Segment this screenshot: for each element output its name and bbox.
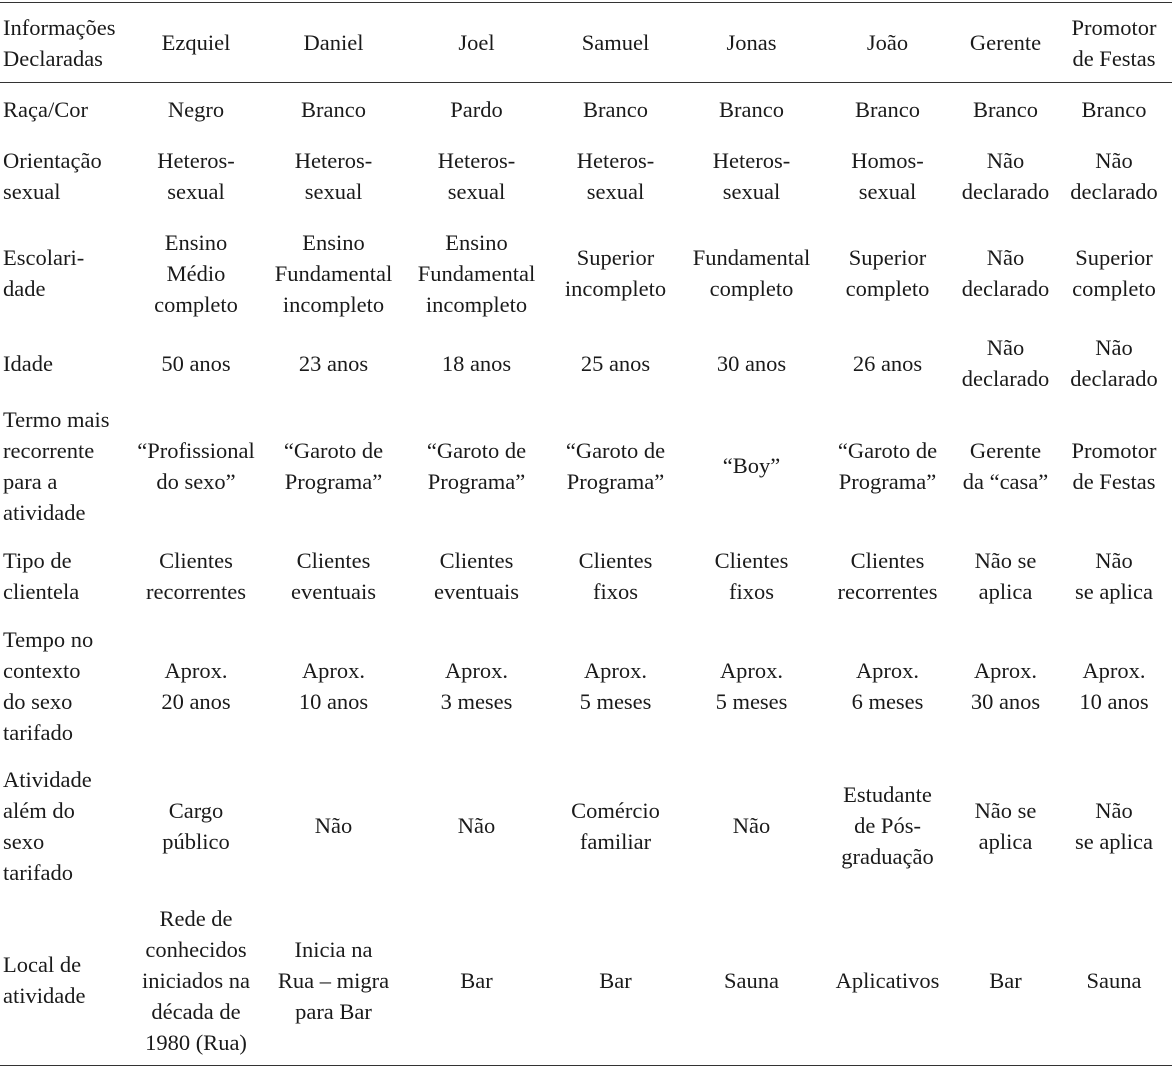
row-label: Orientação sexual	[3, 147, 102, 204]
table-cell: Clientes fixos	[714, 547, 789, 604]
table-cell: Não	[732, 813, 771, 838]
table-cell: “Garoto de Programa”	[565, 437, 666, 494]
table-cell: Não declarado	[1070, 147, 1158, 204]
table-cell: “Boy”	[722, 453, 781, 478]
table-cell: Clientes fixos	[578, 547, 653, 604]
table-cell: Bar	[460, 967, 493, 993]
table-cell: Superior incompleto	[564, 245, 667, 301]
header-row	[0, 3, 1172, 83]
table-cell: Inicia na Rua – migra para Bar	[277, 936, 390, 1024]
table-row	[0, 896, 1172, 1066]
header-cell: Jonas	[726, 30, 777, 55]
table-cell: Aprox. 3 meses	[440, 657, 513, 714]
table-cell: Superior completo	[845, 245, 930, 301]
table-cell: Bar	[989, 967, 1022, 993]
table-cell: Sauna	[724, 967, 779, 993]
table-cell: 26 anos	[852, 350, 923, 376]
header-cell: Samuel	[581, 30, 650, 55]
table-cell: “Profissional do sexo”	[137, 437, 255, 494]
table-cell: Heteros- sexual	[712, 147, 791, 204]
table-cell: Aprox. 20 anos	[161, 657, 231, 714]
table-cell: Não declarado	[961, 245, 1050, 301]
table-cell: Gerente da “casa”	[962, 437, 1049, 494]
table-cell: Ensino Médio completo	[154, 229, 238, 317]
table-cell: Negro	[167, 96, 225, 122]
table-row	[0, 331, 1172, 396]
table-cell: Clientes eventuais	[291, 547, 376, 604]
table-cell: Branco	[973, 96, 1038, 122]
row-label: Local de atividade	[3, 952, 86, 1009]
table-cell: Heteros- sexual	[294, 147, 373, 204]
row-label: Atividade além do sexo tarifado	[3, 766, 92, 885]
table-row	[0, 136, 1172, 216]
table-row	[0, 756, 1172, 896]
table-cell: Não	[457, 813, 496, 838]
table-cell: “Garoto de Programa”	[283, 437, 384, 494]
table-cell: Não declarado	[961, 147, 1050, 204]
table-cell: Heteros- sexual	[437, 147, 516, 204]
table-cell: Aplicativos	[835, 967, 940, 993]
table-cell: Aprox. 6 meses	[851, 657, 924, 714]
table-cell: Não se aplica	[974, 797, 1037, 854]
table-cell: 23 anos	[298, 350, 369, 376]
table-cell: 30 anos	[716, 350, 787, 376]
table-cell: Não declarado	[961, 335, 1050, 391]
row-label: Idade	[3, 350, 53, 376]
table-cell: Branco	[583, 96, 648, 122]
table-row	[0, 396, 1172, 536]
table-cell: Aprox. 30 anos	[970, 657, 1041, 714]
table-row	[0, 616, 1172, 756]
table-cell: Não se aplica	[1074, 547, 1154, 604]
row-label: Termo mais recorrente para a atividade	[3, 406, 110, 525]
table-row	[0, 536, 1172, 616]
table-cell: Sauna	[1086, 967, 1142, 993]
table-cell: 50 anos	[161, 350, 231, 376]
table-cell: Pardo	[450, 96, 503, 122]
header-cell: Gerente	[969, 30, 1042, 55]
table-cell: 25 anos	[580, 350, 651, 376]
table-cell: Clientes recorrentes	[837, 547, 938, 604]
table-cell: Fundamental completo	[692, 245, 811, 301]
table-cell: Não se aplica	[1074, 797, 1154, 854]
table-cell: Clientes eventuais	[434, 547, 519, 604]
header-cell: João	[866, 30, 909, 55]
table-cell: Heteros- sexual	[157, 147, 235, 204]
header-cell: Promotor de Festas	[1071, 14, 1157, 71]
table-cell: Não	[314, 813, 353, 838]
table-cell: Estudante de Pós- graduação	[841, 782, 934, 869]
table-cell: Superior completo	[1072, 245, 1156, 301]
table-cell: Branco	[719, 96, 784, 122]
table-cell: “Garoto de Programa”	[837, 437, 938, 494]
table-cell: Aprox. 5 meses	[579, 657, 652, 714]
row-label: Raça/Cor	[3, 96, 88, 122]
header-label-column: Informações Declaradas	[3, 14, 116, 71]
table-cell: Homos- sexual	[851, 147, 924, 204]
table-cell: Rede de conhecidos iniciados na década de 1980 (Rua)	[141, 905, 251, 1055]
table-cell: Branco	[855, 96, 920, 122]
table-cell: Promotor de Festas	[1071, 437, 1157, 494]
table-cell: Ensino Fundamental incompleto	[417, 229, 536, 317]
table-cell: Comércio familiar	[571, 797, 660, 854]
table-cell: Cargo público	[162, 797, 230, 854]
header-cell: Joel	[458, 30, 495, 55]
table-cell: Heteros- sexual	[576, 147, 655, 204]
table-cell: Clientes recorrentes	[146, 547, 246, 604]
table-cell: Não declarado	[1070, 335, 1158, 391]
table-row	[0, 83, 1172, 136]
table-cell: 18 anos	[441, 350, 512, 376]
header-cell: Ezquiel	[161, 30, 231, 55]
header-cell: Daniel	[303, 30, 364, 55]
table-cell: Aprox. 10 anos	[1079, 657, 1149, 714]
table-cell: Não se aplica	[974, 547, 1037, 604]
table-cell: Branco	[301, 96, 366, 122]
table-cell: Bar	[599, 967, 632, 993]
table-cell: Aprox. 10 anos	[298, 657, 369, 714]
row-label: Escolari- dade	[3, 245, 85, 301]
row-label: Tempo no contexto do sexo tarifado	[3, 626, 94, 745]
informacoes-declaradas-table	[0, 2, 1172, 1066]
table-row	[0, 216, 1172, 331]
table-cell: Aprox. 5 meses	[715, 657, 788, 714]
table-cell: Ensino Fundamental incompleto	[274, 229, 393, 317]
row-label: Tipo de clientela	[3, 547, 80, 604]
table-cell: Branco	[1081, 96, 1147, 122]
table-cell: “Garoto de Programa”	[426, 437, 527, 494]
